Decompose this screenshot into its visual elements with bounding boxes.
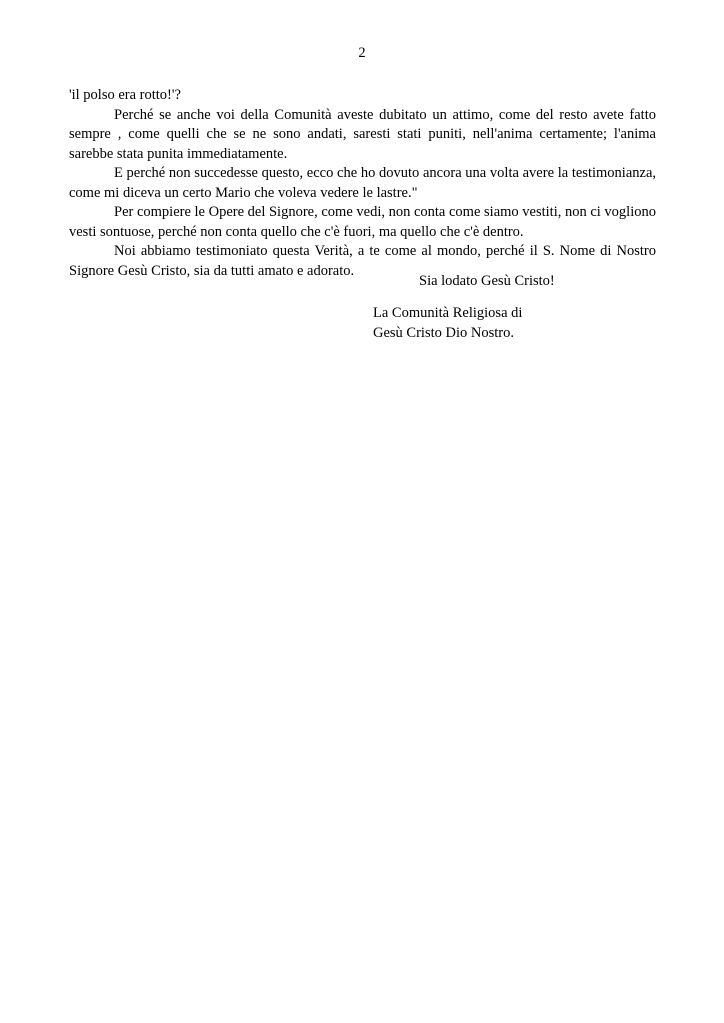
letter-body: [69, 86, 656, 281]
signature-line-2: Gesù Cristo Dio Nostro.: [373, 324, 514, 341]
signature-block: [373, 304, 522, 343]
page-number: 2: [358, 45, 366, 61]
paragraph-5: Noi abbiamo testimoniato questa Verità, a te come al mondo, perché il S. Nome di Nostro Signore Gesù Cristo, sia da tutti amato e adorato.: [69, 243, 656, 279]
paragraph-2: Perché se anche voi della Comunità aveste dubitato un attimo, come del resto avete fatto sempre , come quelli che se ne sono andati, saresti stati puniti, nell'anima certamente; l'anima sarebbe stata punita immediatamente.: [69, 106, 656, 162]
signature-line-1: La Comunità Religiosa di: [373, 305, 523, 321]
paragraph-4: Per compiere le Opere del Signore, come vedi, non conta come siamo vestiti, non ci vogliono vesti sontuose, perché non conta quello che c'è fuori, ma quello che c'è dentro.: [69, 204, 656, 240]
paragraph-1: 'il polso era rotto!'?: [69, 87, 181, 103]
paragraph-3: E perché non succedesse questo, ecco che ho dovuto ancora una volta avere la testimonianza, come mi diceva un certo Mario che voleva vedere le lastre.": [69, 165, 656, 201]
closing-greeting: Sia lodato Gesù Cristo!: [419, 273, 555, 289]
